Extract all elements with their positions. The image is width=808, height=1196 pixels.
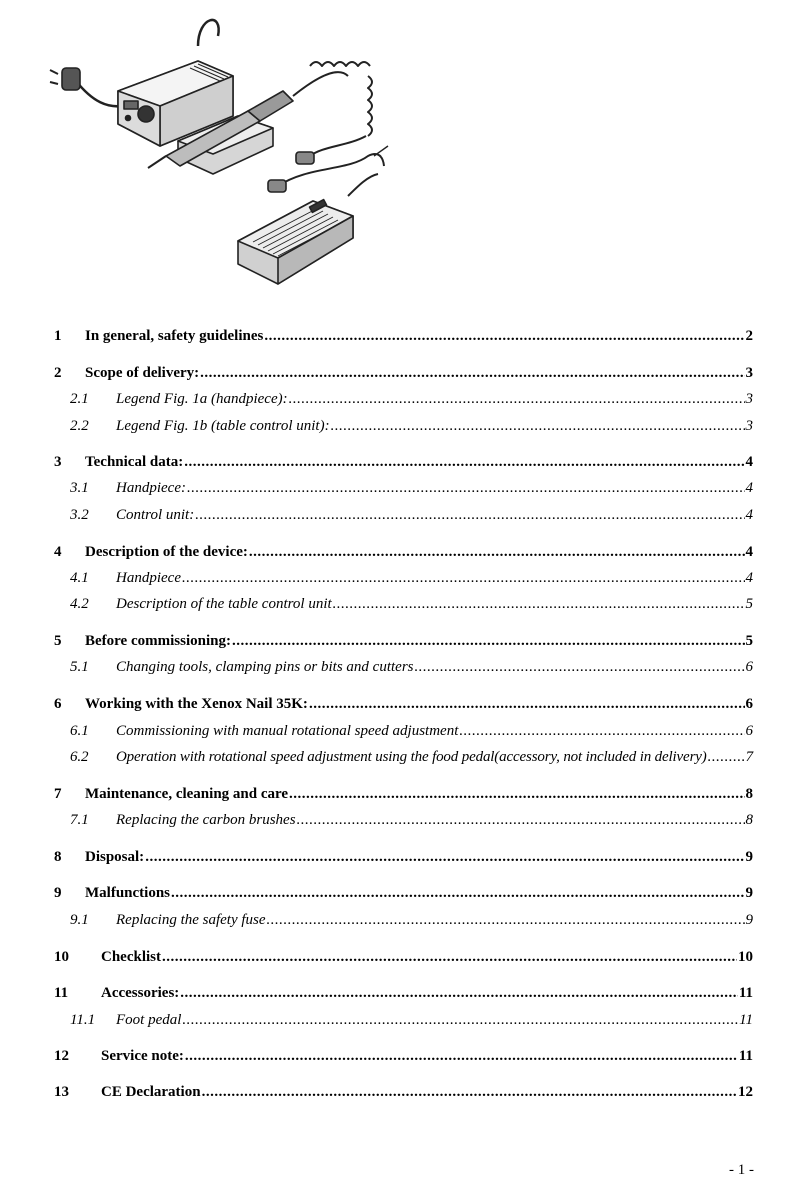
toc-page: 4: [745, 544, 753, 560]
toc-title: Working with the Xenox Nail 35K:: [85, 696, 308, 712]
toc-number: 2.2: [70, 418, 89, 434]
toc-number: 11.1: [70, 1012, 96, 1028]
toc-page: 11: [739, 1012, 753, 1028]
toc-page: 10: [738, 949, 753, 965]
toc-leader: [264, 326, 744, 346]
toc-page: 6: [745, 696, 753, 712]
toc-leader: [309, 694, 745, 714]
toc-number: 6: [54, 696, 62, 712]
toc-entry-13[interactable]: [54, 1082, 753, 1102]
toc-entry-3-1[interactable]: [70, 478, 753, 498]
toc-entry-12[interactable]: [54, 1046, 753, 1066]
toc-page: 3: [745, 391, 753, 407]
toc-page: 11: [738, 1048, 753, 1064]
toc-number: 12: [54, 1048, 69, 1064]
toc-page: 7: [745, 749, 753, 765]
toc-number: 9.1: [70, 912, 89, 928]
toc-number: 6.1: [70, 723, 89, 739]
toc-leader: [289, 784, 744, 804]
toc-title: Maintenance, cleaning and care: [85, 786, 289, 802]
toc-leader: [708, 747, 745, 767]
toc-leader: [289, 389, 745, 409]
toc-leader: [171, 883, 744, 903]
toc-title: CE Declaration: [101, 1084, 201, 1100]
toc-entry-5-1[interactable]: [70, 657, 753, 677]
toc-leader: [297, 810, 745, 830]
toc-page: 4: [745, 507, 753, 523]
toc-number: 1: [54, 328, 62, 344]
toc-number: 7: [54, 786, 62, 802]
toc-leader: [180, 983, 738, 1003]
toc-page: 8: [745, 786, 753, 802]
toc-title: Handpiece:: [116, 480, 186, 496]
toc-number: 2: [54, 365, 62, 381]
toc-entry-9-1[interactable]: [70, 910, 753, 930]
toc-leader: [459, 721, 744, 741]
toc-page: 9: [745, 885, 753, 901]
toc-title: Foot pedal: [116, 1012, 182, 1028]
toc-number: 5.1: [70, 659, 89, 675]
toc-leader: [185, 1046, 738, 1066]
toc-leader: [331, 416, 745, 436]
toc-entry-5[interactable]: [54, 631, 753, 651]
toc-title: In general, safety guidelines: [85, 328, 264, 344]
toc-title: Changing tools, clamping pins or bits and cutters: [116, 659, 414, 675]
toc-page: 3: [745, 365, 753, 381]
toc-leader: [202, 1082, 737, 1102]
toc-entry-6-2[interactable]: [70, 747, 753, 767]
toc-leader: [200, 363, 744, 383]
toc-entry-2-2[interactable]: [70, 416, 753, 436]
toc-entry-2[interactable]: [54, 363, 753, 383]
toc-number: 9: [54, 885, 62, 901]
toc-page: 4: [745, 480, 753, 496]
toc-page: 6: [745, 659, 753, 675]
toc-title: Malfunctions: [85, 885, 171, 901]
toc-number: 4: [54, 544, 62, 560]
toc-title: Checklist: [101, 949, 161, 965]
toc-title: Replacing the safety fuse: [116, 912, 266, 928]
toc-leader: [182, 1010, 738, 1030]
toc-number: 6.2: [70, 749, 89, 765]
toc-entry-8[interactable]: [54, 847, 753, 867]
toc-page: 5: [745, 596, 753, 612]
toc-leader: [232, 631, 745, 651]
toc-number: 3: [54, 454, 62, 470]
toc-number: 13: [54, 1084, 69, 1100]
toc-title: Legend Fig. 1a (handpiece):: [116, 391, 288, 407]
toc-entry-9[interactable]: [54, 883, 753, 903]
toc-leader: [162, 947, 737, 967]
toc-page: 4: [745, 570, 753, 586]
toc-entry-10[interactable]: [54, 947, 753, 967]
toc-title: Before commissioning:: [85, 633, 231, 649]
toc-title: Commissioning with manual rotational speed adjustment: [116, 723, 459, 739]
toc-page: 4: [745, 454, 753, 470]
toc-entry-3[interactable]: [54, 452, 753, 472]
toc-title: Disposal:: [85, 849, 145, 865]
toc-leader: [415, 657, 745, 677]
toc-entry-2-1[interactable]: [70, 389, 753, 409]
toc-entry-3-2[interactable]: [70, 505, 753, 525]
toc-entry-4-1[interactable]: [70, 568, 753, 588]
toc-entry-6-1[interactable]: [70, 721, 753, 741]
toc-number: 11: [54, 985, 69, 1001]
toc-leader: [249, 542, 745, 562]
toc-title: Control unit:: [116, 507, 195, 523]
toc-number: 10: [54, 949, 69, 965]
toc-number: 2.1: [70, 391, 89, 407]
toc-number: 4.2: [70, 596, 89, 612]
toc-title: Description of the table control unit: [116, 596, 332, 612]
toc-page: 12: [738, 1084, 753, 1100]
toc-title: Operation with rotational speed adjustment using the food pedal(accessory, not included in delivery): [116, 749, 707, 765]
toc-entry-7[interactable]: [54, 784, 753, 804]
toc-title: Legend Fig. 1b (table control unit):: [116, 418, 330, 434]
toc-entry-4-2[interactable]: [70, 594, 753, 614]
toc-title: Handpiece: [116, 570, 181, 586]
toc-entry-1[interactable]: [54, 326, 753, 346]
device-illustration: [48, 6, 404, 298]
toc-title: Service note:: [101, 1048, 184, 1064]
toc-entry-7-1[interactable]: [70, 810, 753, 830]
toc-leader: [145, 847, 744, 867]
toc-leader: [182, 568, 745, 588]
toc-page: 8: [745, 812, 753, 828]
toc-leader: [184, 452, 744, 472]
toc-title: Scope of delivery:: [85, 365, 200, 381]
toc-title: Technical data:: [85, 454, 184, 470]
toc-entry-6[interactable]: [54, 694, 753, 714]
toc-title: Accessories:: [101, 985, 180, 1001]
toc-page: 3: [745, 418, 753, 434]
toc-number: 3.2: [70, 507, 89, 523]
toc-number: 7.1: [70, 812, 89, 828]
page-number: - 1 -: [729, 1162, 754, 1178]
toc-number: 3.1: [70, 480, 89, 496]
toc-number: 8: [54, 849, 62, 865]
toc-number: 4.1: [70, 570, 89, 586]
toc-leader: [333, 594, 745, 614]
toc-leader: [195, 505, 744, 525]
toc-page: 9: [745, 912, 753, 928]
toc-page: 5: [745, 633, 753, 649]
toc-page: 9: [745, 849, 753, 865]
toc-entry-11[interactable]: [54, 983, 753, 1003]
toc-entry-4[interactable]: [54, 542, 753, 562]
toc-leader: [267, 910, 745, 930]
toc-entry-11-1[interactable]: [70, 1010, 753, 1030]
toc-page: 2: [745, 328, 753, 344]
toc-title: Description of the device:: [85, 544, 248, 560]
toc-page: 11: [738, 985, 753, 1001]
toc-title: Replacing the carbon brushes: [116, 812, 296, 828]
toc-page: 6: [745, 723, 753, 739]
toc-number: 5: [54, 633, 62, 649]
toc-leader: [187, 478, 745, 498]
